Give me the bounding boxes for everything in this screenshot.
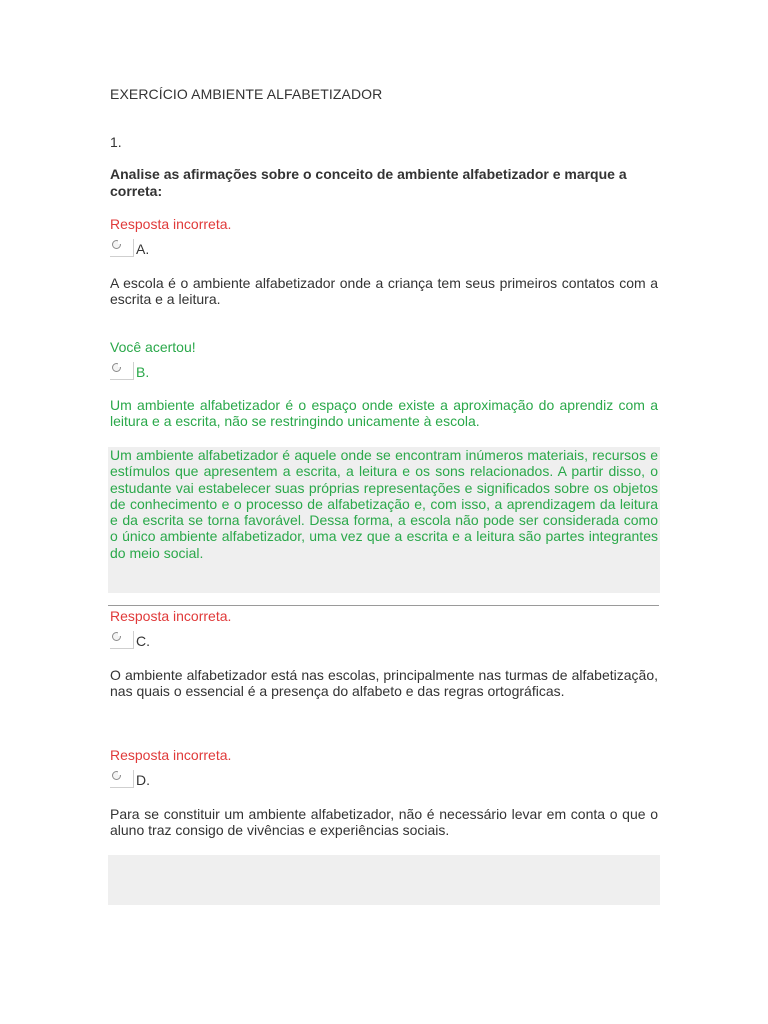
option-b-letter: B.	[136, 364, 150, 380]
option-b-text: Um ambiente alfabetizador é o espaço onde existe a aproximação do aprendiz com a leitura e a escrita, não se restringindo unicamente à escola.	[110, 397, 658, 430]
option-d-status: Resposta incorreta.	[110, 747, 232, 763]
option-d-letter: D.	[136, 772, 150, 788]
option-d-text: Para se constituir um ambiente alfabetizador, não é necessário levar em conta o que o aluno traz consigo de vivências e experiências sociais.	[110, 806, 658, 839]
option-c[interactable]	[110, 629, 150, 649]
option-a-letter: A.	[136, 241, 150, 257]
option-a-text: A escola é o ambiente alfabetizador onde a criança tem seus primeiros contatos com a escrita e a leitura.	[110, 275, 658, 308]
question-prompt: Analise as afirmações sobre o conceito de ambiente alfabetizador e marque a correta:	[110, 166, 627, 199]
option-c-status: Resposta incorreta.	[110, 608, 232, 624]
feedback-panel: Um ambiente alfabetizador é aquele onde se encontram inúmeros materiais, recursos e estímulos que apresentem a escrita, a leitura e os sons relacionados. A partir disso, o estudante vai estabelecer suas próprias representações e significados sobre os objetos de conhecimento e o processo de alfabetização e, com isso, a aprendizagem da leitura e da escrita se torna favorável. Dessa forma, a escola não pode ser considerada como o único ambiente alfabetizador, uma vez que a escrita e a leitura são partes integrantes do meio social.	[108, 447, 660, 593]
option-b[interactable]	[110, 360, 149, 380]
option-a[interactable]	[110, 237, 149, 257]
option-b-radio[interactable]	[110, 362, 134, 380]
option-a-status: Resposta incorreta.	[110, 216, 232, 232]
option-a-radio[interactable]	[110, 239, 134, 257]
divider	[108, 605, 659, 606]
option-b-status: Você acertou!	[110, 339, 196, 355]
page-title: EXERCÍCIO AMBIENTE ALFABETIZADOR	[110, 86, 383, 102]
radio-icon	[112, 363, 121, 372]
option-c-letter: C.	[136, 633, 150, 649]
radio-icon	[112, 632, 121, 641]
option-d[interactable]	[110, 768, 150, 788]
radio-icon	[112, 240, 121, 249]
question-number: 1.	[110, 134, 122, 150]
option-c-text: O ambiente alfabetizador está nas escolas, principalmente nas turmas de alfabetização, nas quais o essencial é a presença do alfabeto e das regras ortográficas.	[110, 667, 658, 700]
radio-icon	[112, 771, 121, 780]
option-c-radio[interactable]	[110, 631, 134, 649]
empty-feedback-panel	[108, 855, 660, 905]
option-d-radio[interactable]	[110, 770, 134, 788]
